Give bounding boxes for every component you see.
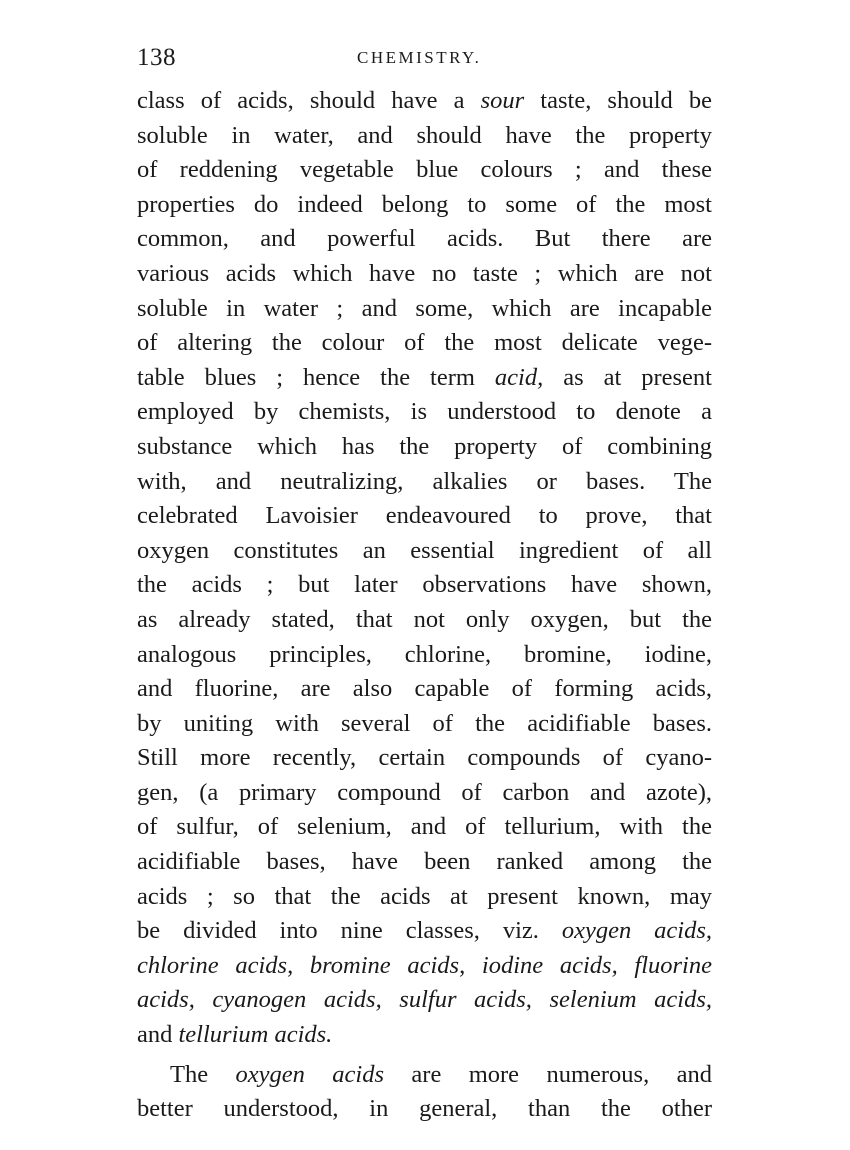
paragraph-start-line: The oxygen acids are more numerous, and — [170, 1060, 712, 1088]
text-line: various acids which have no taste ; which are not — [137, 259, 712, 287]
text-line: class of acids, should have a sour taste, should be — [137, 87, 712, 114]
page-header — [137, 44, 697, 80]
text-line: substance which has the property of combining — [137, 432, 712, 460]
text-line: of reddening vegetable blue colours ; and these — [137, 156, 712, 184]
text-line: chlorine acids, bromine acids, iodine acids, fluorine — [137, 951, 712, 979]
text-line: acids ; so that the acids at present known, may — [137, 882, 712, 910]
text-line: by uniting with several of the acidifiable bases. — [137, 709, 712, 737]
text-line: as already stated, that not only oxygen, but the — [137, 605, 712, 633]
text-line: gen, (a primary compound of carbon and azote), — [137, 778, 712, 806]
text-line: oxygen constitutes an essential ingredient of all — [137, 536, 712, 564]
text-line: table blues ; hence the term acid, as at present — [137, 363, 712, 391]
text-line: acidifiable bases, have been ranked among the — [137, 848, 712, 876]
text-line: Still more recently, certain compounds of cyano- — [137, 744, 712, 772]
page-number: 138 — [137, 44, 176, 71]
text-line: analogous principles, chlorine, bromine, iodine, — [137, 640, 712, 668]
text-line: common, and powerful acids. But there are — [137, 225, 712, 253]
text-line: the acids ; but later observations have shown, — [137, 571, 712, 599]
text-line: of altering the colour of the most delicate vege- — [137, 329, 712, 357]
text-line: soluble in water ; and some, which are incapable — [137, 294, 712, 322]
running-title: CHEMISTRY. — [357, 48, 482, 67]
text-line: employed by chemists, is understood to denote a — [137, 398, 712, 426]
text-line: soluble in water, and should have the property — [137, 121, 712, 149]
text-line: and fluorine, are also capable of forming acids, — [137, 675, 712, 703]
text-line: acids, cyanogen acids, sulfur acids, selenium acids, — [137, 986, 712, 1014]
body-text — [137, 84, 712, 1127]
text-line: of sulfur, of selenium, and of tellurium, with the — [137, 813, 712, 841]
text-line: be divided into nine classes, viz. oxygen acids, — [137, 917, 712, 945]
text-line: properties do indeed belong to some of the most — [137, 190, 712, 218]
text-line: better understood, in general, than the other — [137, 1095, 712, 1123]
text-line: with, and neutralizing, alkalies or bases. The — [137, 467, 712, 495]
text-line: celebrated Lavoisier endeavoured to prove, that — [137, 502, 712, 530]
text-line: and tellurium acids. — [137, 1021, 333, 1049]
